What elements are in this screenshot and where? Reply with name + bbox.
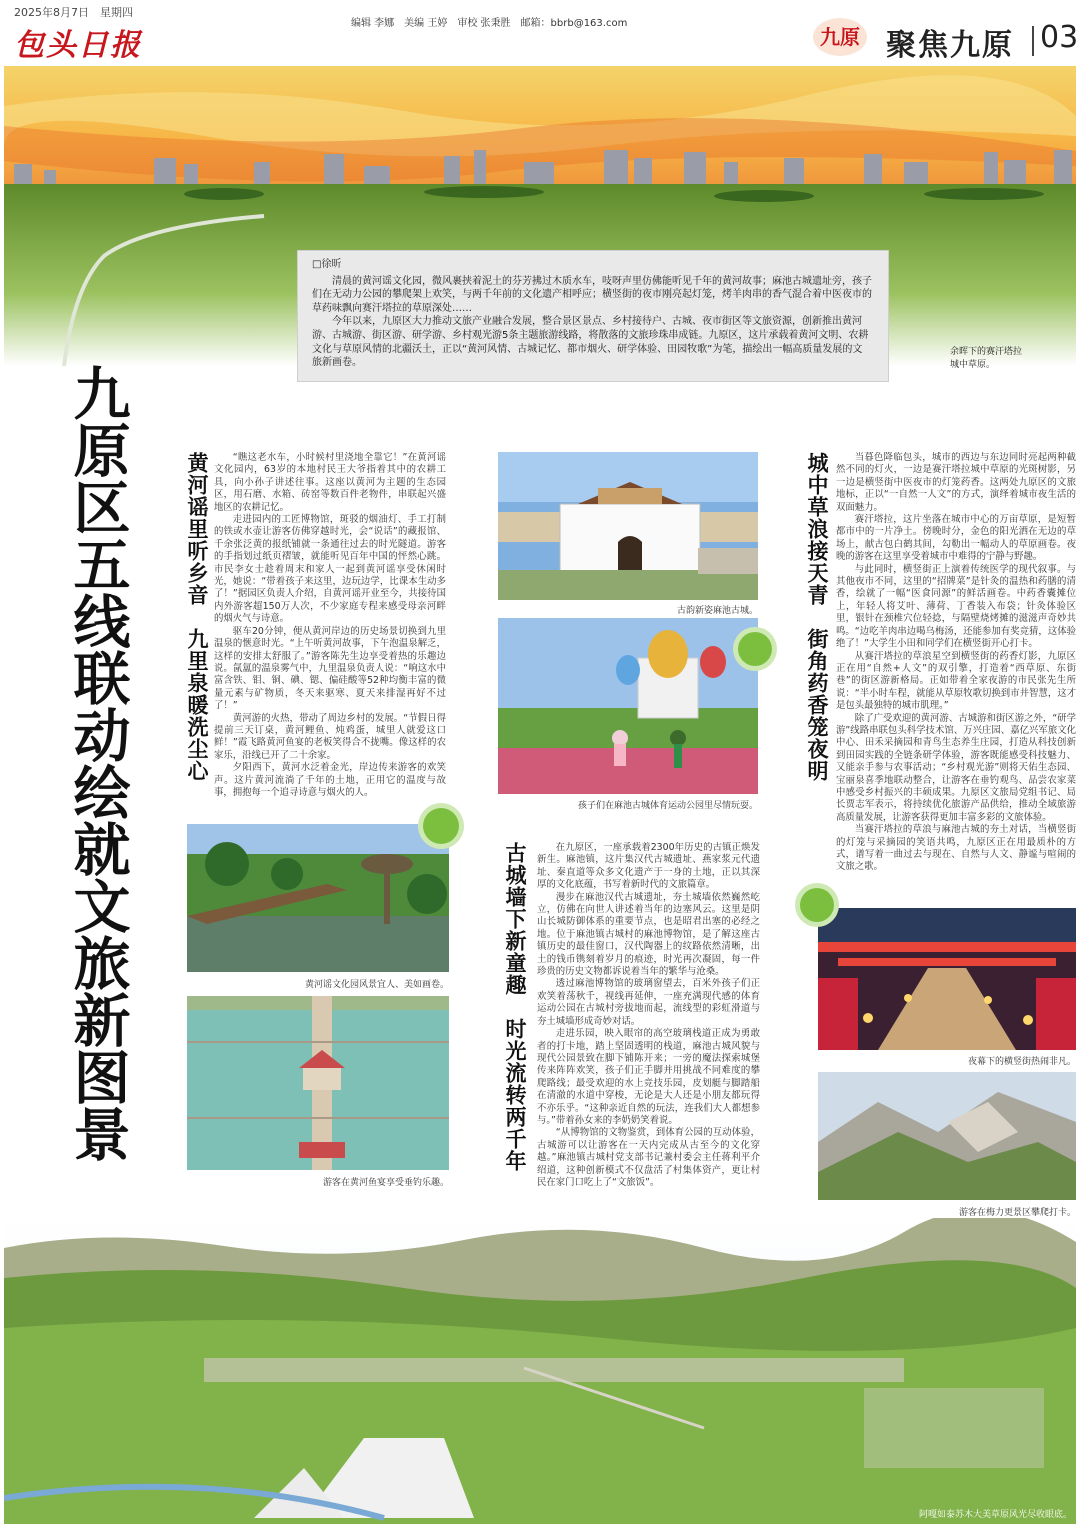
photo-yellow-river-garden: [187, 824, 449, 972]
editor-credits: 编辑 李娜 美编 王婷 审校 张秉胜 邮箱：bbrb@163.com: [351, 18, 628, 29]
article-paragraph: 赛汗塔拉，这片坐落在城市中心的万亩草原，是短暂都市中的一片净土。傍晚时分，金色的阳光洒在无边的草场上，献古包白鹤其间，勾勒出一幅动人的草原画卷。夜晚的游客在这里享受着城市中难得的宁静与野趣。: [836, 514, 1076, 563]
article-paragraph: 驱车20分钟，便从黄河岸边的历史场景切换到九里温泉的惬意时光。“上午听黄河故事，下午泡温泉解乏，这样的安排太舒服了。”游客陈先生边享受着热的乐趣边说。氤氲的温泉雾气中，九里温泉负责人说：“响这水中富含铁、钼、铜、碘、锶、偏硅酸等52种均衡丰富的微量元素与矿物质，冬天来驱寒、夏天来排湿再好不过了！”: [214, 625, 446, 712]
article-column-yellow-river: [214, 452, 446, 822]
caption-fishing-pond: 游客在黄河鱼宴享受垂钓乐趣。: [322, 1178, 449, 1188]
article-paragraph: 走进乐园，映入眼帘的高空玻璃栈道正成为勇敢者的打卡地，踏上坚固透明的栈道，麻池古城风貌与现代公园景致在脚下铺陈开来；一旁的魔法探索城堡传来阵阵欢笑，孩子们正手脚并用挑战不同难度的攀爬路线；最受欢迎的水上竞技乐园，皮划艇与脚踏船在清澈的水道中穿梭，无论是大人还是小朋友都玩得不亦乐乎。“这种亲近自然的玩法，连我们大人都想参与。”带着孙女来的李奶奶笑着说。: [537, 1028, 760, 1126]
hero-caption: 余晖下的赛汗塔拉城中草原。: [950, 347, 1023, 370]
subhead-city-grassland: 城中草浪接天青 街角药香笼夜明: [805, 452, 830, 782]
issue-date: 2025年8月7日 星期四: [14, 6, 133, 19]
article-paragraph: 漫步在麻池汉代古城遗址，夯土城墙依然巍然屹立，仿佛在向世人讲述着当年的边塞风云。这里是阴山长城防御体系的重要节点，也是昭君出塞的必经之地。位于麻池镇古城村的麻池博物馆，是了解这座古镇历史的最佳窗口，汉代陶器上的纹路依然清晰，出土的钱币镌刻着岁月的痕迹，时光再次凝固，每一件珍贵的历史文物都诉说着当年的繁华与沧桑。: [537, 891, 760, 978]
photo-fishing-pond: [187, 996, 449, 1170]
caption-yellow-river-garden: 黄河谣文化园风景宜人、美如画卷。: [304, 980, 449, 990]
article-column-ancient-city: [537, 842, 760, 1202]
article-paragraph: “瞧这老水车，小时候村里浇地全靠它！”在黄河谣文化园内，63岁的本地村民王大爷指着其中的农耕工具，向小孙子讲述往事。这座以黄河为主题的生态园区，用石磨、水箱、砖窑等数百件老物件，串联起兴盛地区的农耕记忆。: [214, 452, 446, 513]
article-paragraph: 走进园内的工匠博物馆，斑驳的烟油灯、手工打制的铁或水壶让游客仿佛穿越时光，会“说话”的藏报馆、千余张泛黄的报纸铺就一条通往过去的时光隧道。游客的手指划过纸页褶皱，就能听见百年中国的怦然心跳。市民李女士趁着周末和家人一起到黄河谣享受休闲时光，她说：“带着孩子来这里，边玩边学，比课本生动多了！”据园区负责人介绍，自黄河谣开业至今，共接待国内外游客超150万人次，不少家庭专程来感受母亲河畔的烟火气与诗意。: [214, 514, 446, 625]
decorative-circle: [423, 808, 459, 844]
masthead: [8, 4, 1079, 68]
section-emblem: 九原: [813, 18, 867, 56]
decorative-circle: [800, 888, 834, 922]
caption-playground: 孩子们在麻池古城体育运动公园里尽情玩耍。: [577, 801, 758, 811]
subhead-ancient-city: 古城墙下新童趣 时光流转两千年: [503, 842, 528, 1172]
article-column-city-grassland: [836, 452, 1076, 902]
section-name: 聚焦九原: [886, 28, 1014, 63]
article-paragraph: 夕阳西下，黄河水泛着金光，岸边传来游客的欢笑声。这片黄河流淌了千年的土地，正用它的温度与故事，拥抱每一个追寻诗意与烟火的人。: [214, 762, 446, 798]
page-number: 03: [1040, 20, 1079, 55]
article-paragraph: 当暮色降临包头，城市的西边与东边同时亮起两种截然不同的灯火，一边是赛汗塔拉城中草原的光斑树影，另一边是横竖街中医夜市的灯笼药香。这两处九原区的文旅地标，正以“一自然一人文”的方式，演绎着城市夜生活的双面魅力。: [836, 452, 1076, 513]
photo-night-market: [818, 908, 1076, 1050]
bottom-grassland-photo: [4, 1218, 1076, 1524]
photo-playground: [498, 618, 758, 794]
photo-mountain-climbing: [818, 1072, 1076, 1200]
byline: □徐昕: [312, 259, 342, 270]
article-paragraph: 从赛汗塔拉的草浪星空到横竖街的药香灯影，九原区正在用“自然+人文”的双引擎，打造着“西草原、东街巷”的街区游新格局。正如带着全家夜游的市民张先生所说：“半小时车程，就能从草原牧歌切换到市井智慧，这才是包头最独特的城市肌理。”: [836, 650, 1076, 712]
article-paragraph: 当赛汗塔拉的草浪与麻池古城的夯土对话，当横竖街的灯笼与采摘园的笑语共鸣，九原区正在用最质朴的方式，谱写着一曲过去与现在、自然与人文、静谧与喧闹的文旅之歌。: [836, 824, 1076, 873]
lead-paragraph: 清晨的黄河谣文化园，微风裹挟着泥土的芬芳拂过木质水车，吱呀声里仿佛能听见千年的黄河故事；麻池古城遗址旁，孩子们在无动力公园的攀爬架上欢笑，与两千年前的文化遗产相呼应；横竖街的夜市刚亮起灯笼，烤羊肉串的香气混合着中医夜市的草药味飘向赛汗塔拉的草原深处……: [312, 275, 872, 314]
main-headline: 九原区五线联动绘就文旅新图景: [64, 364, 131, 1162]
article-paragraph: 与此同时，横竖街正上演着传统医学的现代叙事。与其他夜市不同，这里的“招牌菜”是针灸的温热和药膳的清香，绘就了一幅“医食同源”的鲜活画卷。中药香囊摊位上，年轻人将艾叶、薄荷、丁香装入布袋；针灸体验区里，银针在颈椎穴位轻捻，与隔壁烧烤摊的滋滋声奇妙共鸣。“边吃羊肉串边喝乌梅汤，还能参加有奖竞猜，这体验绝了！”大学生小田和同学们在横竖街开心打卡。: [836, 563, 1076, 650]
subhead-yellow-river: 黄河谣里听乡音 九里泉暖洗尘心: [185, 452, 210, 782]
caption-night-market: 夜幕下的横竖街热闹非凡。: [967, 1057, 1076, 1067]
caption-ancient-city-gate: 古韵新姿麻池古城。: [676, 606, 758, 616]
article-paragraph: “从博物馆的文物鉴赏，到体育公园的互动体验，古城游可以让游客在一天内完成从古至今的文化穿越。”麻池镇古城村党支部书记兼村委会主任蒋利平介绍道，这种创新模式不仅盘活了村集体资产，更让村民在家门口吃上了“文旅饭”。: [537, 1127, 760, 1188]
article-paragraph: 在九原区，一座承载着2300年历史的古镇正焕发新生。麻池镇，这片集汉代古城遗址、燕家浆元代遗址、秦直道等众多文化遗产于一身的土地，正以其深厚的文化底蕴，书写着新时代的文旅篇章。: [537, 842, 760, 891]
caption-bottom-grassland: 阿嘎如泰苏木大美草原风光尽收眼底。: [918, 1510, 1072, 1520]
decorative-circle: [738, 632, 772, 666]
article-paragraph: 黄河游的火热，带动了周边乡村的发展。“节假日得提前三天订桌，黄河鲤鱼、炖鸡蛋，城里人就爱这口鲜！”霞飞路黄河鱼宴的老板笑得合不拢嘴。像这样的农家乐，沿线已开了二十余家。: [214, 712, 446, 761]
newspaper-logo: 包头日报: [14, 28, 142, 63]
article-paragraph: 透过麻池博物馆的玻璃窗望去，百米外孩子们正欢笑着荡秋千，视线再延伸，一座充满现代感的体育运动公园在古城村旁拔地而起，流线型的彩虹滑道与夯土城墙形成奇妙对话。: [537, 978, 760, 1027]
photo-ancient-city-gate: [498, 452, 758, 600]
article-paragraph: 除了广受欢迎的黄河游、古城游和街区游之外，“研学游”线路串联包头科学技术馆、万兴庄园、嘉亿兴军旅文化中心、田禾采摘园和青鸟生态养生庄园，打造从科技创新到田园实践的全链条研学体验，游客既能感受科技魅力、又能亲手参与农事活动；“乡村观光游”则将天佑生态园、宝丽泉喜季地联动整合，让游客在垂钓观鸟、品尝农家菜中感受乡村振兴的丰硕成果。九原区文旅局党组书记、局长贾志军表示，将持续优化旅游产品供给，推动全域旅游高质量发展，让游客获得更加丰富多彩的文旅体验。: [836, 712, 1076, 823]
lead-paragraph: 今年以来，九原区大力推动文旅产业融合发展，整合景区景点、乡村接待户、古城、夜市街区等文旅资源，创新推出黄河游、古城游、街区游、研学游、乡村观光游5条主题旅游线路，将散落的文旅珍珠串成链。九原区，这片承载着黄河文明、农耕文化与草原风情的北疆沃土，正以“黄河风情、古城记忆、都市烟火、研学体验、田园牧歌”为笔，描绘出一幅高质量发展的文旅新画卷。: [312, 316, 869, 369]
lead-box: [297, 250, 889, 382]
caption-mountain-climbing: 游客在梅力更景区攀爬打卡。: [958, 1208, 1076, 1218]
section-divider: [1032, 26, 1034, 56]
